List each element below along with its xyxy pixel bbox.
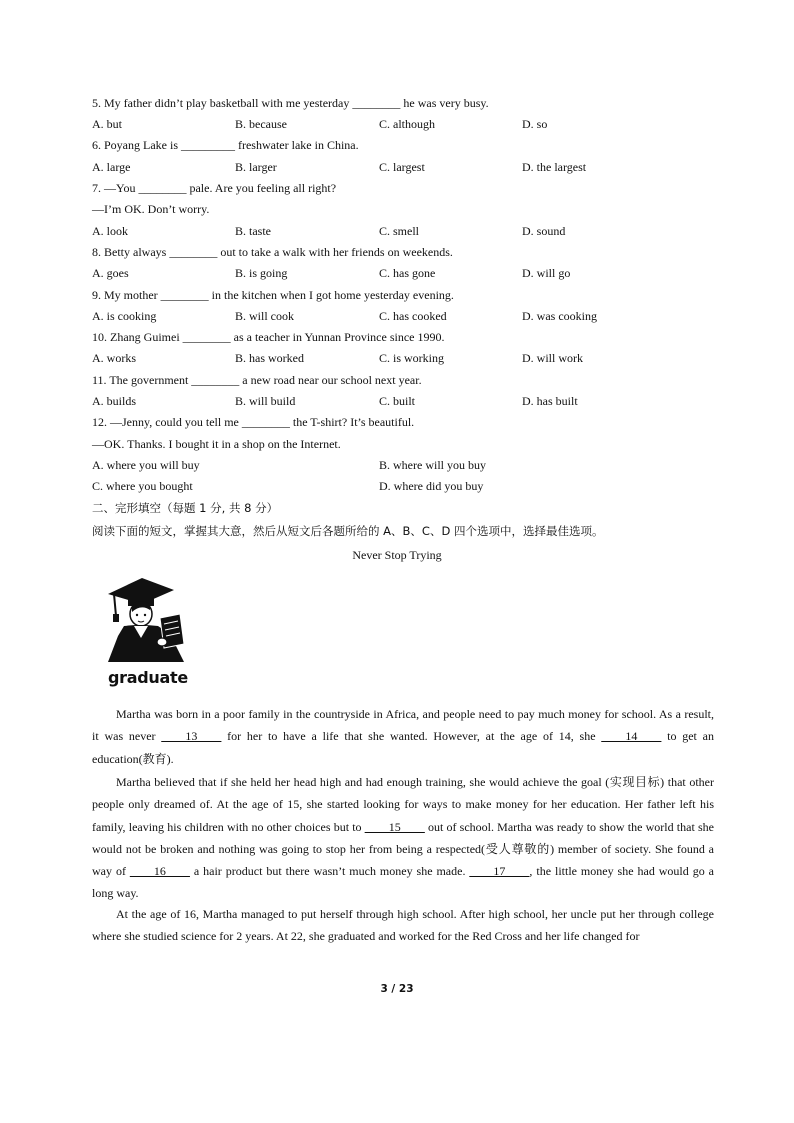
q9-option-a: A. is cooking [92,309,157,323]
p2-text-c: out of school. Martha was ready to show the world that she would not be broken and nothing was going to stop her from being a respected(受人尊敬的) member of society. She found a way of [92,819,714,879]
p3-text-a: At the age of 16, Martha managed to put herself through high school. After high school, her uncle put her through college where she studied science for 2 years. At 22, she graduated and worked for the Red Cross and her life changed for [92,907,714,944]
q5-option-b: B. because [235,117,287,131]
passage-title: Never Stop Trying [352,548,442,562]
question-6-stem: 6. Poyang Lake is _________ freshwater lake in China. [92,138,359,152]
p2-text-e: , the little money she had would go a long way. [92,864,714,901]
passage-paragraph-3 [92,903,714,948]
question-10-stem: 10. Zhang Guimei ________ as a teacher in Yunnan Province since 1990. [92,330,445,344]
q8-option-d: D. will go [522,266,571,280]
q6-option-b: B. larger [235,160,277,174]
page-number: 3 / 23 [380,983,414,995]
q10-option-a: A. works [92,351,136,365]
graduate-illustration [104,574,190,666]
blank-16: ____16____ [129,864,190,879]
q8-option-c: C. has gone [379,266,436,280]
q5-option-c: C. although [379,117,435,131]
q7-option-b: B. taste [235,224,271,238]
passage-paragraph-1 [92,703,714,770]
q5-option-d: D. so [522,117,548,131]
q8-option-a: A. goes [92,266,129,280]
blank-15: ____15____ [364,819,425,834]
q7-option-a: A. look [92,224,128,238]
blank-17: ____17____ [469,864,530,879]
q9-option-d: D. was cooking [522,309,597,323]
p2-text-a: Martha believed that if she held her head high and had enough training, she would achieve the goal (实现目标) that other people only dreamed of. At the age of 15, she started looking for ways to make money for her education. Her father left his family, leaving his children with no other choices but to [92,775,714,834]
q10-option-b: B. has worked [235,351,304,365]
question-12-reply: —OK. Thanks. I bought it in a shop on the Internet. [92,437,341,451]
p1-text-c: for her to have a life that she wanted. However, at the age of 14, she [221,729,602,744]
q12-option-b: B. where will you buy [379,458,486,472]
q9-option-b: B. will cook [235,309,294,323]
passage-paragraph-2 [92,771,714,905]
q12-option-c: C. where you bought [92,479,193,493]
q6-option-c: C. largest [379,160,425,174]
p1-text-d: to get an education(教育). [92,729,714,766]
q7-option-d: D. sound [522,224,566,238]
question-12-stem: 12. —Jenny, could you tell me ________ the T-shirt? It’s beautiful. [92,415,415,429]
blank-14: ____14____ [601,729,662,744]
p2-text-d: a hair product but there wasn’t much money she made. [189,864,470,879]
q12-option-a: A. where you will buy [92,458,200,472]
q7-option-c: C. smell [379,224,420,238]
q10-option-d: D. will work [522,351,583,365]
question-11-stem: 11. The government ________ a new road near our school next year. [92,373,422,387]
q12-option-d: D. where did you buy [379,479,484,493]
q11-option-a: A. builds [92,394,137,408]
q8-option-b: B. is going [235,266,288,280]
question-9-stem: 9. My mother ________ in the kitchen when I got home yesterday evening. [92,288,454,302]
question-5-stem: 5. My father didn’t play basketball with me yesterday ________ he was very busy. [92,96,489,110]
p1-text-a: Martha was born in a poor family in the countryside in Africa, and people need to pay much money for school. As a result, it was never [92,707,714,744]
q11-option-d: D. has built [522,394,578,408]
question-7-reply: —I’m OK. Don’t worry. [92,202,210,216]
graduate-label: graduate [108,668,188,687]
section-instruction: 阅读下面的短文，掌握其大意，然后从短文后各题所给的 A、B、C、D 四个选项中，选择最佳选项。 [92,524,604,538]
q9-option-c: C. has cooked [379,309,447,323]
q11-option-b: B. will build [235,394,296,408]
blank-13: ____13____ [161,729,222,744]
section-heading: 二、完形填空（每题 1 分, 共 8 分） [92,501,279,515]
question-8-stem: 8. Betty always ________ out to take a walk with her friends on weekends. [92,245,453,259]
q5-option-a: A. but [92,117,122,131]
q6-option-d: D. the largest [522,160,587,174]
q6-option-a: A. large [92,160,131,174]
q11-option-c: C. built [379,394,416,408]
q10-option-c: C. is working [379,351,445,365]
question-7-stem: 7. —You ________ pale. Are you feeling all right? [92,181,337,195]
